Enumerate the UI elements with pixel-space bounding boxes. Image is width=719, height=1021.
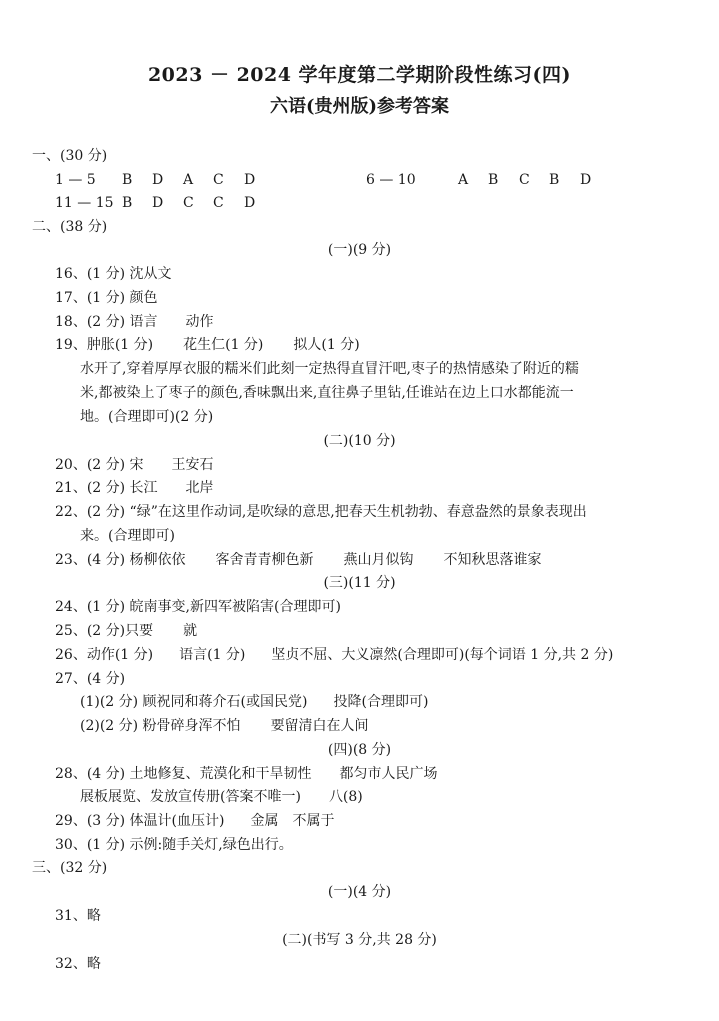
answer-27-1-part-1: (1)(2 分) 顾祝同和蒋介石(或国民党) — [80, 694, 308, 710]
mc-answer-1: B — [122, 172, 133, 188]
answer-20-part-1: 20、(2 分) 宋 — [55, 457, 144, 473]
mc-row-3-label: 11 — 15 — [55, 195, 114, 211]
answer-23-part-3: 燕山月似钩 — [343, 552, 414, 568]
mc-answer-5: D — [244, 172, 256, 188]
answer-25-part-2: 就 — [183, 623, 198, 639]
answer-27-1 — [80, 692, 428, 712]
mc-answer-4: C — [213, 172, 224, 188]
answer-29-part-3: 不属于 — [292, 813, 335, 829]
answer-23 — [55, 550, 542, 570]
answer-18-part-1: 18、(2 分) 语言 — [55, 314, 158, 330]
mc-answer-3: A — [183, 172, 194, 188]
answer-25-part-1: 25、(2 分)只要 — [55, 623, 154, 639]
answer-26-part-1: 26、动作(1 分) — [55, 647, 154, 663]
answer-19-text-line-1: 水开了,穿着厚厚衣服的糯米们此刻一定热得直冒汗吧,枣子的热情感染了附近的糯 — [80, 361, 579, 377]
answer-28-part-2: 都匀市人民广场 — [339, 766, 438, 782]
answer-27-1-part-2: 投降(合理即可) — [333, 694, 429, 710]
answer-21-part-2: 北岸 — [185, 480, 214, 496]
answer-24: 24、(1 分) 皖南事变,新四军被陷害(合理即可) — [55, 599, 341, 615]
answer-18 — [55, 312, 214, 332]
subsection-2-heading: (二)(10 分) — [323, 433, 396, 449]
subsection-1-heading: (一)(9 分) — [327, 242, 392, 258]
answer-19-part-1: 19、肿胀(1 分) — [55, 337, 154, 353]
mc-row-1-label: 1 — 5 — [55, 172, 96, 188]
mc-answer-2: D — [152, 172, 164, 188]
doc-title: 2023 － 2024 学年度第二学期阶段性练习(四) — [147, 64, 572, 86]
answer-28-part-3: 展板展览、发放宣传册(答案不唯一) — [80, 789, 301, 805]
answer-19-part-2: 花生仁(1 分) — [183, 337, 264, 353]
answer-22-line-1: 22、(2 分) “绿”在这里作动词,是吹绿的意思,把春天生机勃勃、春意盎然的景象表现出 — [55, 504, 587, 520]
mc-answer-9: B — [549, 172, 560, 188]
answer-31: 31、略 — [55, 908, 101, 924]
answer-23-part-4: 不知秋思落谁家 — [443, 552, 542, 568]
answer-26 — [55, 645, 613, 665]
answer-27-2-part-2: 要留清白在人间 — [270, 718, 369, 734]
doc-subtitle: 六语(贵州版)参考答案 — [269, 96, 450, 117]
mc-answer-6: A — [458, 172, 469, 188]
answer-22-line-2: 来。(合理即可) — [80, 528, 175, 544]
answer-28 — [55, 764, 438, 784]
mc-answer-11: B — [122, 195, 133, 211]
answer-23-part-2: 客舍青青柳色新 — [215, 552, 314, 568]
section-1-heading: 一、(30 分) — [32, 148, 108, 164]
mc-answer-13: C — [183, 195, 194, 211]
answer-18-part-2: 动作 — [185, 314, 214, 330]
answer-26-part-2: 语言(1 分) — [179, 647, 246, 663]
mc-answer-7: B — [488, 172, 499, 188]
answer-19-text-line-3: 地。(合理即可)(2 分) — [80, 409, 214, 425]
answer-29-part-1: 29、(3 分) 体温计(血压计) — [55, 813, 225, 829]
answer-26-part-3: 坚贞不屈、大义凛然(合理即可)(每个词语 1 分,共 2 分) — [271, 647, 614, 663]
subsection-4-heading: (四)(8 分) — [327, 742, 392, 758]
answer-28-part-1: 28、(4 分) 土地修复、荒漠化和干旱韧性 — [55, 766, 312, 782]
section-3-heading: 三、(32 分) — [32, 860, 108, 876]
mc-answer-8: C — [519, 172, 530, 188]
answer-25 — [55, 621, 197, 641]
mc-answer-12: D — [152, 195, 164, 211]
answer-28-part-4: 八(8) — [328, 789, 363, 805]
answer-29-part-2: 金属 — [250, 813, 279, 829]
answer-19-text-line-2: 米,都被染上了枣子的颜色,香味飘出来,直往鼻子里钻,任谁站在边上口水都能流一 — [80, 385, 574, 401]
mc-row-2-label: 6 — 10 — [366, 172, 416, 188]
answer-19 — [55, 335, 360, 355]
answer-21-part-1: 21、(2 分) 长江 — [55, 480, 158, 496]
answer-20-part-2: 王安石 — [171, 457, 214, 473]
answer-27-2 — [80, 716, 369, 736]
answer-28-line-2 — [80, 787, 363, 807]
answer-23-part-1: 23、(4 分) 杨柳依依 — [55, 552, 186, 568]
mc-answer-10: D — [580, 172, 592, 188]
section-2-heading: 二、(38 分) — [32, 219, 108, 235]
mc-answer-14: C — [213, 195, 224, 211]
answer-30: 30、(1 分) 示例:随手关灯,绿色出行。 — [55, 837, 293, 853]
subsection-6-heading: (二)(书写 3 分,共 28 分) — [282, 932, 437, 948]
answer-19-part-3: 拟人(1 分) — [293, 337, 360, 353]
subsection-3-heading: (三)(11 分) — [323, 575, 396, 591]
answer-20 — [55, 455, 214, 475]
answer-21 — [55, 478, 214, 498]
answer-29 — [55, 811, 334, 831]
answer-16: 16、(1 分) 沈从文 — [55, 266, 172, 282]
answer-32: 32、略 — [55, 956, 101, 972]
answer-27: 27、(4 分) — [55, 671, 126, 687]
answer-27-2-part-1: (2)(2 分) 粉骨碎身浑不怕 — [80, 718, 241, 734]
mc-answer-15: D — [244, 195, 256, 211]
answer-17: 17、(1 分) 颜色 — [55, 290, 158, 306]
subsection-5-heading: (一)(4 分) — [327, 884, 392, 900]
